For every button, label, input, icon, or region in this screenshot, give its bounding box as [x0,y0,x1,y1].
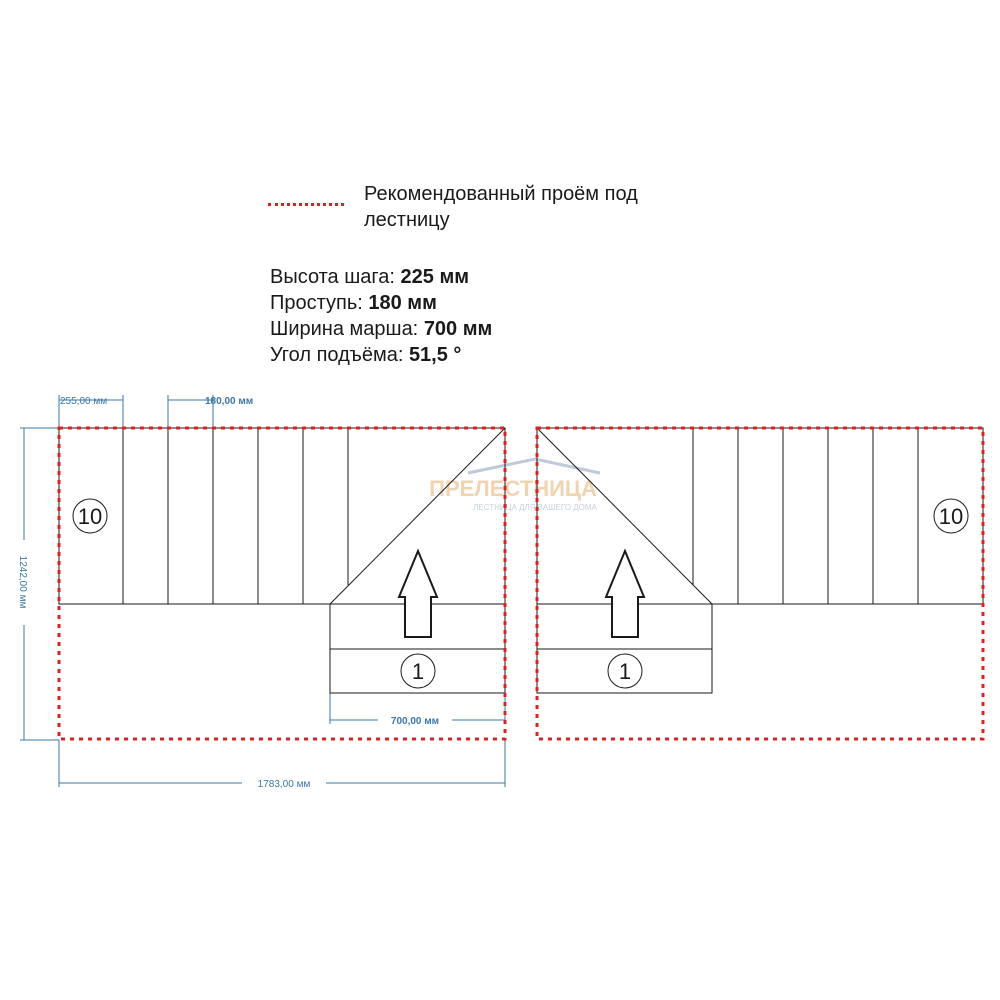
dim-tread-label: 180,00 мм [205,396,254,407]
right-recommended-opening [537,428,983,739]
dim-flight-width-label: 700,00 мм [390,716,440,727]
param-angle-label: Угол подъёма: [270,344,404,366]
dim-first-step-label: 255,00 мм [60,396,108,407]
watermark-tagline: ЛЕСТНИЦА ДЛЯ ВАШЕГО ДОМА [473,503,597,512]
left-stair [59,428,505,693]
left-step-1-number: 1 [411,659,425,684]
param-width-label: Ширина марша: [270,318,419,340]
param-tread-label: Проступь: [270,292,363,314]
watermark-brand: ПРЕЛЕСТНИЦА [429,476,597,501]
legend-label: Рекомендованный проём под лестницу [364,183,638,231]
left-recommended-opening [59,428,505,739]
dim-total-length-label: 1783,00 мм [257,779,311,790]
param-rise-value: 225 мм [400,266,470,288]
left-direction-arrow-icon [399,551,437,637]
param-rise-label: Высота шага: [270,266,395,288]
param-tread-value: 180 мм [368,292,437,314]
left-step-10-number: 10 [77,504,103,529]
param-width-value: 700 мм [423,318,493,340]
left-upper-flight [59,428,505,604]
right-step-10-number: 10 [938,504,964,529]
right-stair [537,428,983,693]
right-upper-flight [537,428,983,604]
right-step-1-number: 1 [618,659,632,684]
right-direction-arrow-icon [606,551,644,637]
watermark-logo [429,459,600,512]
dim-height-label: 1242,00 мм [17,555,28,609]
param-angle-value: 51,5 ° [408,344,462,366]
